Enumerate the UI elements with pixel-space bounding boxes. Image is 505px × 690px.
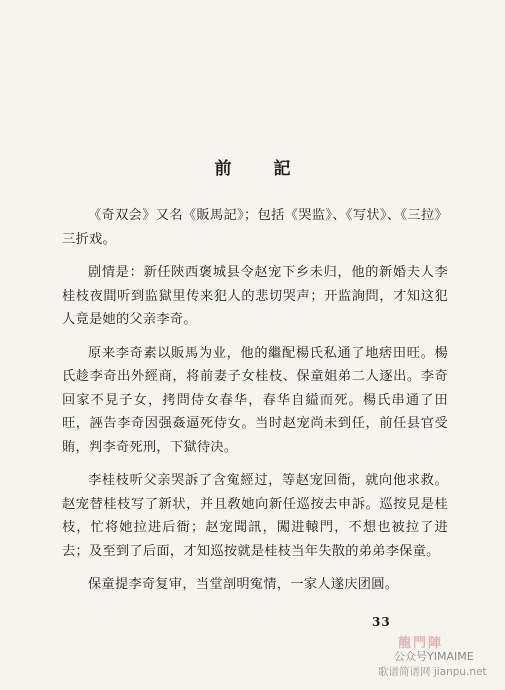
page-number: 33: [372, 615, 391, 629]
watermark-site: 歌谱简谱网 jianpu.net: [378, 666, 487, 678]
body-text: [62, 204, 448, 607]
paragraph-ending: 保童提李奇复审，当堂剖明寃情，一家人遂庆团圓。: [88, 577, 399, 592]
paragraph-background: 原来李奇素以販馬为业，他的繼配楊氏私通了地痞田旺。楊氏趁李奇出外經商，将前妻子女桂枝、保童姐弟二人逐出。李奇回家不見子女，拷問侍女春华，春华自縊而死。楊氏串通了田旺，誣告李奇因强姦逼死侍女。当时赵宠尚未到任，前任县官受賄，判李奇死刑，下獄待决。: [62, 345, 448, 455]
paragraph-plot: 剧情是：新任陝西褒城县令赵宠下乡未归，他的新婚夫人李桂枝夜間听到监獄里传来犯人的悲切哭声；开监詢問，才知这犯人竟是她的父亲李奇。: [62, 265, 448, 327]
paragraph-intro: 《奇双会》又名《販馬記》；包括《哭监》、《写状》、《三拉》三折戏。: [62, 208, 448, 247]
paragraph-rescue: 李桂枝听父亲哭訴了含寃經过，等赵宠回衙，就向他求救。赵宠替桂枝写了新状，并且敎她向新任巡按去申訴。巡按見是桂枝，忙将她拉进后衙；赵宠聞訊，闖进轅門，不想也被拉了进去；及至到了后面，才知巡按就是桂枝当年失散的弟弟李保童。: [62, 473, 448, 559]
watermark-wechat: 公众号YIMAIME: [394, 650, 474, 663]
watermark-logo: 龍門陣: [398, 636, 444, 651]
page-title: 前 記: [214, 159, 309, 179]
